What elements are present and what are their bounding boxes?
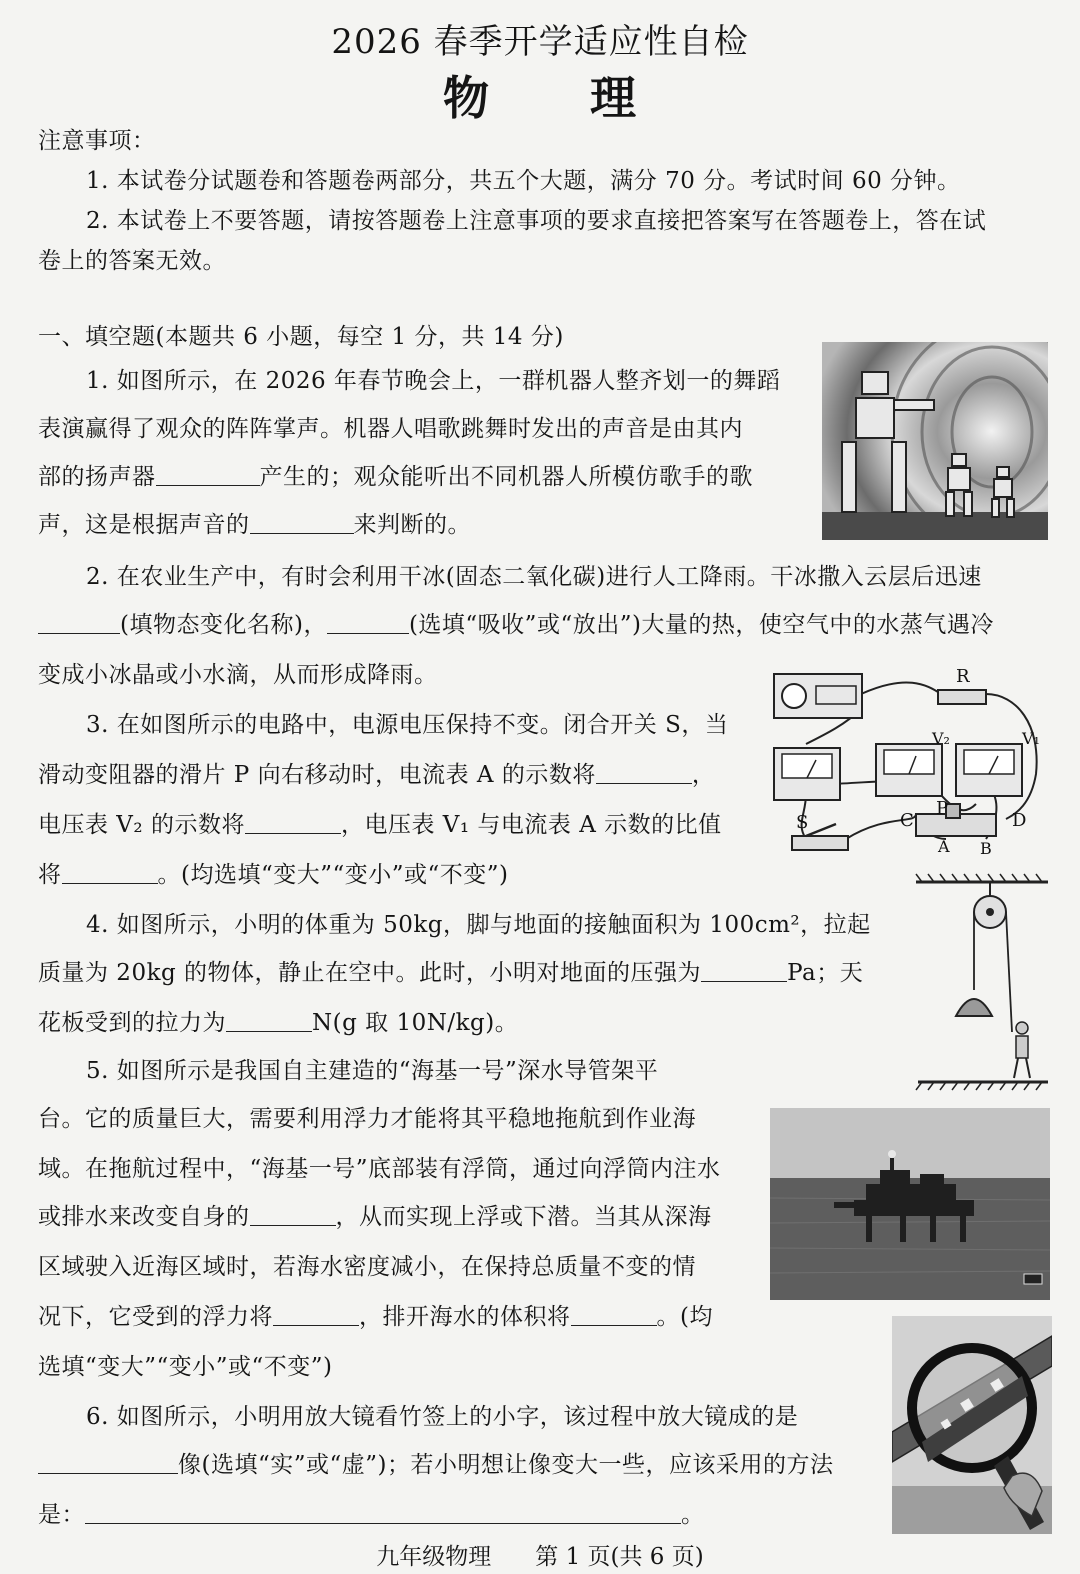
answer-blank (327, 611, 409, 634)
answer-blank (226, 1009, 312, 1032)
answer-blank (701, 959, 787, 982)
q6-line-1: 6. 如图所示，小明用放大镜看竹签上的小字，该过程中放大镜成的是 (86, 1404, 799, 1430)
page-footer (0, 1538, 1080, 1571)
exam-title: 2026 春季开学适应性自检 (331, 22, 749, 62)
q6-line-3: 是： 。 (38, 1502, 705, 1528)
footer-page-number: 第 1 页(共 6 页) (535, 1544, 704, 1570)
subject-title (0, 62, 1080, 128)
notice-item-1: 1. 本试卷分试题卷和答题卷两部分，共五个大题，满分 70 分。考试时间 60 分钟。 (86, 168, 961, 194)
label-S: S (796, 812, 809, 833)
q5-line-5: 区域驶入近海区域时，若海水密度减小，在保持总质量不变的情 (38, 1254, 696, 1280)
q4-line-3: 花板受到的拉力为 N(g 取 10N/kg)。 (38, 1010, 519, 1036)
footer-grade-subject: 九年级物理 (376, 1544, 492, 1570)
answer-blank (596, 761, 692, 784)
q1-line-2: 表演赢得了观众的阵阵掌声。机器人唱歌跳舞时发出的声音是由其内 (38, 416, 743, 442)
answer-blank (250, 1203, 336, 1226)
notice-item-2: 2. 本试卷上不要答题，请按答题卷上注意事项的要求直接把答案写在答题卷上，答在试 (86, 208, 987, 234)
q3-line-1: 3. 在如图所示的电路中，电源电压保持不变。闭合开关 S，当 (86, 712, 729, 738)
answer-blank (38, 1451, 178, 1474)
label-V1: V₁ (1022, 729, 1040, 748)
q5-line-6: 况下，它受到的浮力将 ，排开海水的体积将 。(均 (38, 1304, 713, 1330)
section-heading: 一、填空题(本题共 6 小题，每空 1 分，共 14 分) (38, 324, 564, 350)
answer-blank (273, 1303, 359, 1326)
q5-line-2: 台。它的质量巨大，需要利用浮力才能将其平稳地拖航到作业海 (38, 1106, 696, 1132)
answer-blank (38, 611, 120, 634)
notice-item-2-cont: 卷上的答案无效。 (38, 248, 226, 274)
answer-blank (62, 861, 158, 884)
label-B: B (980, 839, 992, 858)
robot-dance-photo (822, 342, 1048, 540)
circuit-diagram (766, 664, 1050, 860)
label-V2: V₂ (932, 729, 950, 748)
q1-line-1: 1. 如图所示，在 2026 年春节晚会上，一群机器人整齐划一的舞蹈 (86, 368, 781, 394)
answer-blank (85, 1501, 681, 1524)
answer-blank (571, 1303, 657, 1326)
q2-line-1: 2. 在农业生产中，有时会利用干冰(固态二氧化碳)进行人工降雨。干冰撒入云层后迅速 (86, 564, 982, 590)
label-A: A (938, 837, 950, 856)
subject-char-2: 理 (590, 71, 637, 125)
q4-line-1: 4. 如图所示，小明的体重为 50kg，脚与地面的接触面积为 100cm²，拉起 (86, 912, 871, 938)
q2-line-2: (填物态变化名称)， (选填“吸收”或“放出”)大量的热，使空气中的水蒸气遇冷 (38, 606, 994, 639)
label-D: D (1012, 810, 1027, 831)
subject-char-1: 物 (443, 71, 490, 125)
answer-blank (156, 463, 260, 486)
magnifier-photo (892, 1316, 1052, 1534)
q5-line-3: 域。在拖航过程中，“海基一号”底部装有浮筒，通过向浮筒内注水 (38, 1156, 721, 1182)
offshore-platform-photo (770, 1108, 1050, 1300)
q4-line-2: 质量为 20kg 的物体，静止在空中。此时，小明对地面的压强为 Pa；天 (38, 960, 864, 986)
answer-blank (250, 511, 354, 534)
q5-line-4: 或排水来改变自身的 ，从而实现上浮或下潜。当其从深海 (38, 1204, 712, 1230)
label-P: P (936, 798, 949, 819)
q3-line-2: 滑动变阻器的滑片 P 向右移动时，电流表 A 的示数将 ， (38, 762, 716, 788)
label-C: C (900, 810, 914, 831)
q2-line-3: 变成小冰晶或小水滴，从而形成降雨。 (38, 662, 438, 688)
label-R: R (956, 666, 970, 687)
q5-line-1: 5. 如图所示是我国自主建造的“海基一号”深水导管架平 (86, 1058, 659, 1084)
pulley-diagram (912, 872, 1052, 1094)
q1-line-3: 部的扬声器 产生的；观众能听出不同机器人所模仿歌手的歌 (38, 464, 753, 490)
q6-line-2: 像(选填“实”或“虚”)；若小明想让像变大一些，应该采用的方法 (38, 1446, 833, 1479)
q3-line-3: 电压表 V₂ 的示数将 ，电压表 V₁ 与电流表 A 示数的比值 (38, 812, 722, 838)
q3-line-4: 将 。(均选填“变大”“变小”或“不变”) (38, 862, 509, 888)
notice-heading: 注意事项： (38, 128, 156, 154)
q1-line-4: 声，这是根据声音的 来判断的。 (38, 512, 471, 538)
q5-line-7: 选填“变大”“变小”或“不变”) (38, 1354, 333, 1380)
answer-blank (245, 811, 341, 834)
